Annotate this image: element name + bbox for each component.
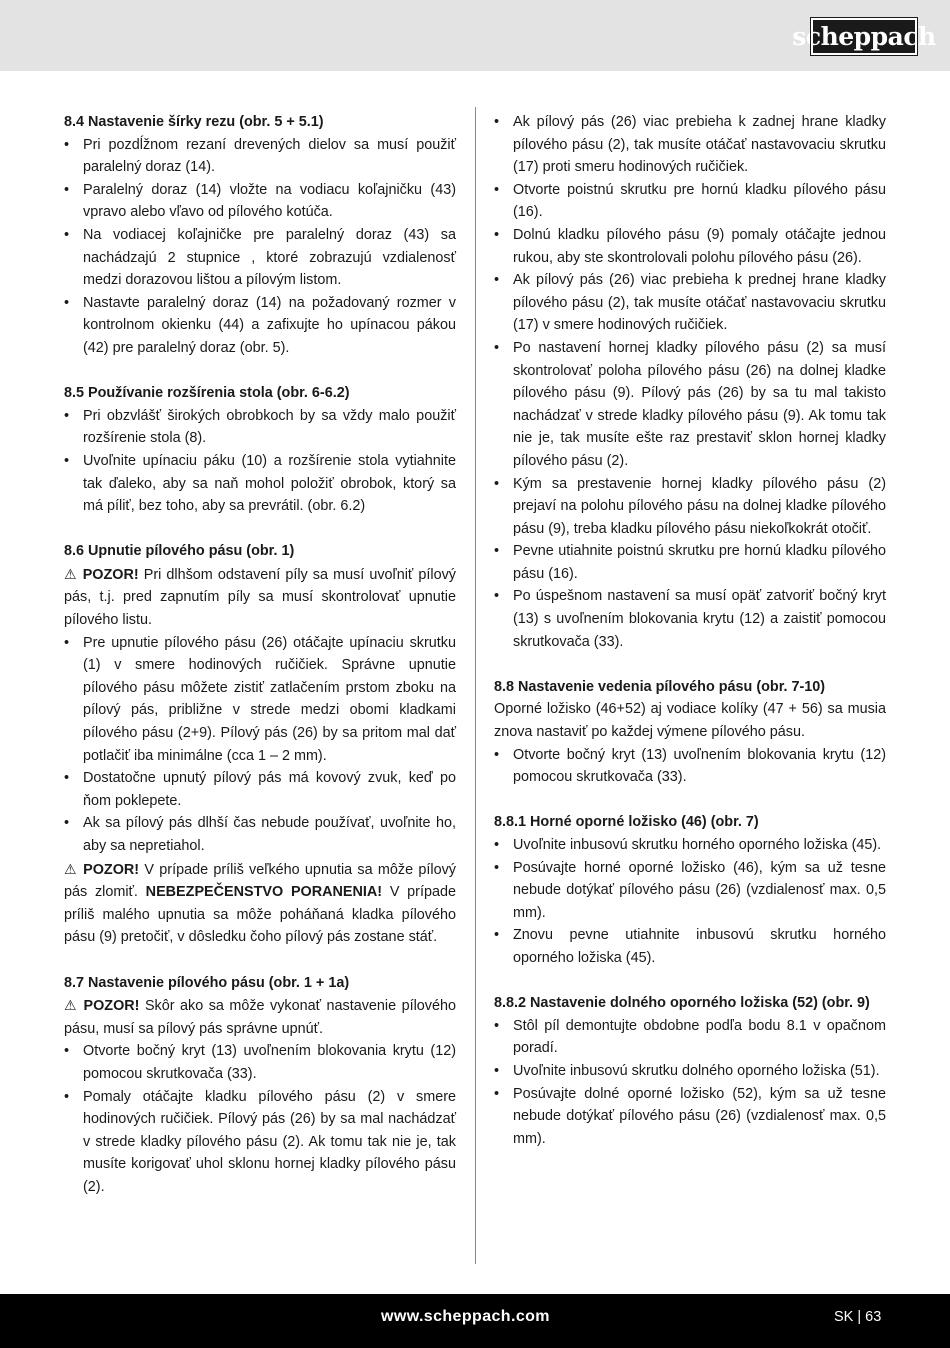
spacer xyxy=(494,970,886,993)
right-column xyxy=(494,111,886,1150)
list-item: • Znovu pevne utiahnite inbusovú skrutku horného oporného ložiska (45). xyxy=(494,924,886,969)
section-8-8-1-list xyxy=(494,834,886,970)
list-item: • Otvorte poistnú skrutku pre hornú kladku pílového pásu (16). xyxy=(494,179,886,224)
list-item: • Ak pílový pás (26) viac prebieha k zadnej hrane kladky pílového pásu (2), tak musíte otáčať nastavovaciu skrutku (17) proti smeru hodinových ručičiek. xyxy=(494,111,886,179)
list-item: • Po nastavení hornej kladky pílového pásu (2) sa musí skontrolovať poloha pílového pásu (26) na dolnej kladke pílového pásu (9). Pílový pás (26) by sa tu mal takisto nachádzať v strede kladky pílového pásu (9). Ak tomu tak nie je, tak musíte ešte raz prestaviť sklon hornej kladky pílového pásu (2). xyxy=(494,337,886,473)
section-8-7-title: 8.7 Nastavenie pílového pásu (obr. 1 + 1a) xyxy=(64,974,350,991)
section-8-8-1-title: 8.8.1 Horné oporné ložisko (46) (obr. 7) xyxy=(494,814,759,831)
warning-label: POZOR! xyxy=(83,998,140,1015)
page-indicator xyxy=(834,1309,881,1325)
section-8-8-list xyxy=(494,744,886,789)
section-8-8-2-list xyxy=(494,1015,886,1151)
list-item: • Kým sa prestavenie hornej kladky pílového pásu (2) prejaví na polohu pílového pásu na dolnej kladke pílového pásu (9), treba kladku pílového pásu niekoľkokrát otočiť. xyxy=(494,473,886,541)
warning-paragraph xyxy=(64,994,456,1040)
section-8-7-list xyxy=(64,1040,456,1198)
list-item: • Pri obzvlášť širokých obrobkoch by sa vždy malo použiť rozšírenie stola (8). xyxy=(64,405,456,450)
logo-text: scheppach xyxy=(792,22,936,51)
warning-text: Skôr ako sa môže vykonať nastavenie pílového pásu, musí sa pílový pás správne upnúť. xyxy=(64,998,456,1037)
warning-icon: ⚠ xyxy=(64,565,78,582)
list-item: • Otvorte bočný kryt (13) uvoľnením blokovania krytu (12) pomocou skrutkovača (33). xyxy=(494,744,886,789)
list-item: • Posúvajte dolné oporné ložisko (52), kým sa už tesne nebude dotýkať pílového pásu (26) (vzdialenosť max. 0,5 mm). xyxy=(494,1083,886,1151)
warning-label: POZOR! xyxy=(82,566,139,583)
section-8-6-title: 8.6 Upnutie pílového pásu (obr. 1) xyxy=(64,543,295,560)
list-item: • Ak sa pílový pás dlhší čas nebude používať, uvoľnite ho, aby sa nepretiahol. xyxy=(64,812,456,857)
warning-label: POZOR! xyxy=(83,861,140,878)
list-item: • Pri pozdĺžnom rezaní drevených dielov sa musí použiť paralelný doraz (14). xyxy=(64,134,456,179)
section-8-5-title: 8.5 Používanie rozšírenia stola (obr. 6-6.2) xyxy=(64,385,350,402)
page-number: 63 xyxy=(865,1309,882,1325)
warning-paragraph xyxy=(64,563,456,632)
list-item: • Uvoľnite inbusovú skrutku dolného oporného ložiska (51). xyxy=(494,1060,886,1083)
list-item: • Uvoľnite upínaciu páku (10) a rozšírenie stola vytiahnite tak ďaleko, aby sa naň mohol položiť obrobok, ktorý sa má píliť, bez toho, aby sa prevrátil. (obr. 6.2) xyxy=(64,450,456,518)
list-item: • Na vodiacej koľajničke pre paralelný doraz (43) sa nachádzajú 2 stupnice , ktoré zobrazujú vzdialenosť medzi dorazovou lištou a pílovým listom. xyxy=(64,224,456,292)
section-8-4-title: 8.4 Nastavenie šírky rezu (obr. 5 + 5.1) xyxy=(64,114,324,130)
spacer xyxy=(494,789,886,812)
spacer xyxy=(64,518,456,541)
list-item: • Paralelný doraz (14) vložte na vodiacu koľajničku (43) vpravo alebo vľavo od pílového kotúča. xyxy=(64,179,456,224)
spacer xyxy=(64,360,456,383)
list-item: • Ak pílový pás (26) viac prebieha k prednej hrane kladky pílového pásu (2), tak musíte otáčať nastavovaciu skrutku (17) v smere hodinových ručičiek. xyxy=(494,269,886,337)
left-column xyxy=(64,111,456,1199)
warning-text: V prípade príliš malého upnutia sa môže poháňaná kladka pílového pásu (9) pretočiť, v dôsledku čoho pílový pás zostane stáť. xyxy=(64,884,456,946)
list-item: • Pomaly otáčajte kladku pílového pásu (2) v smere hodinových ručičiek. Pílový pás (26) by sa mal nachádzať v strede kladky pílového pásu (2). Ak tomu tak nie je, tak musíte korigovať uhol sklonu hornej kladky pílového pásu (2). xyxy=(64,1086,456,1199)
section-8-4-list xyxy=(64,134,456,360)
language-code: SK xyxy=(834,1309,854,1325)
footer-website-link[interactable]: www.scheppach.com xyxy=(381,1308,550,1325)
warning-text: V prípade príliš veľkého upnutia sa môže pílový pás zlomiť. xyxy=(64,861,456,901)
list-item: • Otvorte bočný kryt (13) uvoľnením blokovania krytu (12) pomocou skrutkovača (33). xyxy=(64,1040,456,1085)
column-divider xyxy=(475,107,476,1264)
spacer xyxy=(64,949,456,972)
section-8-5-list xyxy=(64,405,456,518)
danger-label: NEBEZPEČENSTVO PORANENIA! xyxy=(145,884,383,901)
section-8-7-continued-list xyxy=(494,111,886,653)
warning-text: Pri dlhšom odstavení píly sa musí uvoľniť pílový pás, t.j. pred zapnutím píly sa musí skontrolovať upnutie pílového listu. xyxy=(64,566,456,629)
list-item: • Posúvajte horné oporné ložisko (46), kým sa už tesne nebude dotýkať pílového pásu (26) (vzdialenosť max. 0,5 mm). xyxy=(494,857,886,925)
warning-paragraph xyxy=(64,858,456,949)
footer-band xyxy=(0,1294,950,1348)
list-item: • Pre upnutie pílového pásu (26) otáčajte upínaciu skrutku (1) v smere hodinových ručičiek. Správne upnutie pílového pásu môžete zistiť zatlačením prstom zboku na pílový pás, približne v strede medzi obomi kladkami pílového pásu (2+9). Pílový pás (26) by sa pritom mal dať potlačiť iba minimálne (cca 1 – 2 mm). xyxy=(64,632,456,768)
list-item: • Pevne utiahnite poistnú skrutku pre hornú kladku pílového pásu (16). xyxy=(494,540,886,585)
section-8-8-2-title: 8.8.2 Nastavenie dolného oporného ložiska (52) (obr. 9) xyxy=(494,995,870,1012)
list-item: • Nastavte paralelný doraz (14) na požadovaný rozmer v kontrolnom okienku (44) a zafixujte ho upínacou pákou (42) pre paralelný doraz (obr. 5). xyxy=(64,292,456,360)
warning-icon: ⚠ xyxy=(64,997,79,1014)
brand-logo xyxy=(792,18,936,55)
list-item: • Dostatočne upnutý pílový pás má kovový zvuk, keď po ňom poklepete. xyxy=(64,767,456,812)
page-separator: | xyxy=(857,1309,862,1325)
section-8-8-text: Oporné ložisko (46+52) aj vodiace kolíky (47 + 56) sa musia znova nastaviť po každej výmene pílového pásu. xyxy=(494,701,886,741)
warning-icon: ⚠ xyxy=(64,860,78,877)
section-8-8-title: 8.8 Nastavenie vedenia pílového pásu (obr. 7-10) xyxy=(494,678,826,695)
list-item: • Uvoľnite inbusovú skrutku horného oporného ložiska (45). xyxy=(494,834,886,857)
list-item: • Dolnú kladku pílového pásu (9) pomaly otáčajte jednou rukou, aby ste skontrolovali polohu pílového pásu (26). xyxy=(494,224,886,269)
section-8-6-list xyxy=(64,632,456,858)
spacer xyxy=(494,653,886,676)
list-item: • Po úspešnom nastavení sa musí opäť zatvoriť bočný kryt (13) s uvoľnením blokovania krytu (12) a zaistiť pomocou skrutkovača (33). xyxy=(494,585,886,653)
list-item: • Stôl píl demontujte obdobne podľa bodu 8.1 v opačnom poradí. xyxy=(494,1015,886,1060)
